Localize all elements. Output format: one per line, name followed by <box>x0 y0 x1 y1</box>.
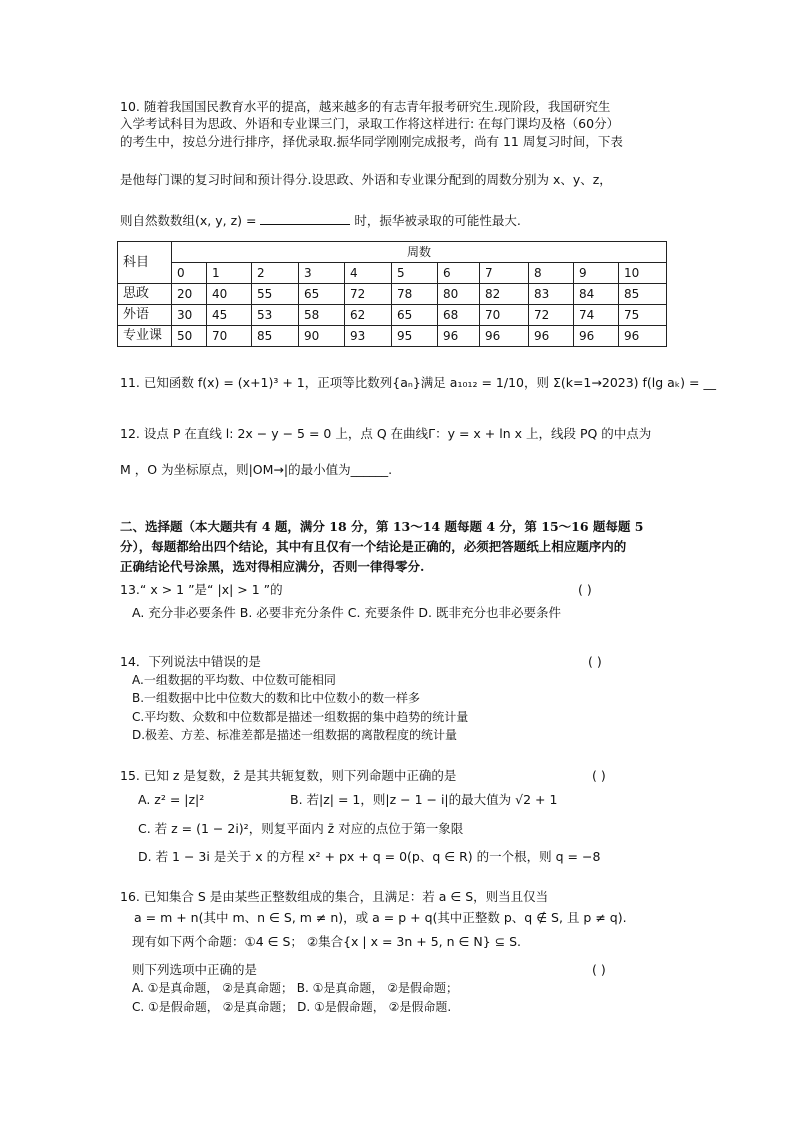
week-cell: 10 <box>619 263 667 284</box>
week-cell: 1 <box>207 263 252 284</box>
weeks-row <box>118 263 667 284</box>
score-cell: 84 <box>574 284 619 305</box>
q15-option-a: A. z² = |z|² <box>138 792 205 807</box>
answer-paren[interactable]: ( ) <box>578 582 592 597</box>
score-cell: 78 <box>392 284 438 305</box>
answer-blank[interactable] <box>260 212 350 225</box>
q14-stem: 14．下列说法中错误的是 <box>120 654 261 669</box>
score-cell: 74 <box>574 305 619 326</box>
score-cell: 70 <box>480 305 529 326</box>
score-cell: 20 <box>172 284 207 305</box>
q10-line: 的考生中，按总分进行排序，择优录取.振华同学刚刚完成报考，尚有 11 周复习时间，下表 <box>120 134 623 149</box>
week-cell: 0 <box>172 263 207 284</box>
q10-suffix: 时，振华被录取的可能性最大. <box>354 213 521 228</box>
q16-line: 16. 已知集合 S 是由某些正整数组成的集合，且满足：若 a ∈ S，则当且仅当 <box>120 889 549 904</box>
q16-line: a = m + n(其中 m、n ∈ S, m ≠ n)，或 a = p + q(其中正整数 p、q ∉ S, 且 p ≠ q). <box>134 910 627 925</box>
score-cell: 65 <box>299 284 345 305</box>
week-cell: 7 <box>480 263 529 284</box>
section-heading: 分），每题都给出四个结论，其中有且仅有一个结论是正确的，必须把答题纸上相应题序内的 <box>120 539 627 554</box>
section-heading: 正确结论代号涂黑，选对得相应满分，否则一律得零分. <box>120 559 425 574</box>
q16-options: A. ①是真命题， ②是真命题； B. ①是真命题， ②是假命题； <box>132 981 458 995</box>
score-cell: 68 <box>438 305 480 326</box>
q14-option: D.极差、方差、标准差都是描述一组数据的离散程度的统计量 <box>132 728 458 742</box>
q14-option: C.平均数、众数和中位数都是描述一组数据的集中趋势的统计量 <box>132 710 469 724</box>
score-cell: 96 <box>574 326 619 347</box>
table-row <box>118 305 667 326</box>
q16-line: 现有如下两个命题：①4 ∈ S； ②集合{x | x = 3n + 5, n ∈ N} ⊆ S. <box>132 934 522 949</box>
score-cell: 72 <box>345 284 392 305</box>
score-cell: 93 <box>345 326 392 347</box>
score-cell: 82 <box>480 284 529 305</box>
subject-cell: 专业课 <box>118 326 172 347</box>
q10-line: 入学考试科目为思政、外语和专业课三门，录取工作将这样进行: 在每门课均及格（60分） <box>120 116 620 131</box>
q15-option-d: D. 若 1 − 3i 是关于 x 的方程 x² + px + q = 0(p、q ∈ R) 的一个根，则 q = −8 <box>138 849 601 864</box>
score-cell: 96 <box>619 326 667 347</box>
q14-option: A.一组数据的平均数、中位数可能相同 <box>132 673 336 687</box>
q14-option: B.一组数据中比中位数大的数和比中位数小的数一样多 <box>132 691 421 705</box>
score-cell: 45 <box>207 305 252 326</box>
score-cell: 58 <box>299 305 345 326</box>
week-cell: 2 <box>252 263 299 284</box>
score-cell: 53 <box>252 305 299 326</box>
section-heading: 二、选择题（本大题共有 4 题，满分 18 分，第 13～14 题每题 4 分，第 15～16 题每题 5 <box>120 519 644 534</box>
week-cell: 8 <box>529 263 574 284</box>
score-cell: 65 <box>392 305 438 326</box>
week-cell: 4 <box>345 263 392 284</box>
answer-paren[interactable]: ( ) <box>592 962 606 977</box>
q16-options: C. ①是假命题， ②是真命题； D. ①是假命题， ②是假命题. <box>132 1000 452 1014</box>
table-row <box>118 284 667 305</box>
score-cell: 96 <box>480 326 529 347</box>
score-cell: 96 <box>529 326 574 347</box>
question-11: 11. 已知函数 f(x) = (x+1)³ + 1，正项等比数列{aₙ}满足 a₁₀₁₂ = 1/10，则 Σ(k=1→2023) f(lg aₖ) = __ <box>120 375 716 390</box>
q10-answer-line <box>120 212 521 229</box>
answer-paren[interactable]: ( ) <box>592 768 606 783</box>
q15-stem: 15. 已知 z 是复数，z̄ 是其共轭复数，则下列命题中正确的是 <box>120 768 457 783</box>
weeks-header: 周数 <box>172 242 667 263</box>
question-12-line2: M ，O 为坐标原点，则|OM→|的最小值为______. <box>120 462 393 477</box>
score-cell: 75 <box>619 305 667 326</box>
score-cell: 30 <box>172 305 207 326</box>
table-corner: 科目 <box>118 242 172 284</box>
q15-option-b: B. 若|z| = 1，则|z − 1 − i|的最大值为 √2 + 1 <box>290 792 558 807</box>
week-cell: 3 <box>299 263 345 284</box>
q15-option-c: C. 若 z = (1 − 2i)²，则复平面内 z̄ 对应的点位于第一象限 <box>138 821 464 836</box>
study-table <box>117 241 667 347</box>
score-cell: 72 <box>529 305 574 326</box>
week-cell: 5 <box>392 263 438 284</box>
score-cell: 85 <box>619 284 667 305</box>
table-row <box>118 326 667 347</box>
subject-cell: 思政 <box>118 284 172 305</box>
q16-line: 则下列选项中正确的是 <box>132 962 258 977</box>
score-cell: 90 <box>299 326 345 347</box>
score-cell: 40 <box>207 284 252 305</box>
question-12-line1: 12. 设点 P 在直线 l: 2x − y − 5 = 0 上，点 Q 在曲线Γ：y = x + ln x 上，线段 PQ 的中点为 <box>120 426 652 441</box>
week-cell: 9 <box>574 263 619 284</box>
q10-line: 10. 随着我国国民教育水平的提高，越来越多的有志青年报考研究生.现阶段，我国研究生 <box>120 99 611 114</box>
q13-stem: 13.“ x > 1 ”是“ |x| > 1 ”的 <box>120 582 283 597</box>
score-cell: 80 <box>438 284 480 305</box>
week-cell: 6 <box>438 263 480 284</box>
score-cell: 50 <box>172 326 207 347</box>
score-cell: 70 <box>207 326 252 347</box>
subject-cell: 外语 <box>118 305 172 326</box>
q10-prefix: 则自然数数组(x, y, z) = <box>120 213 261 228</box>
score-cell: 95 <box>392 326 438 347</box>
q13-options: A. 充分非必要条件 B. 必要非充分条件 C. 充要条件 D. 既非充分也非必要条件 <box>132 605 561 620</box>
score-cell: 55 <box>252 284 299 305</box>
score-cell: 96 <box>438 326 480 347</box>
score-cell: 85 <box>252 326 299 347</box>
answer-paren[interactable]: ( ) <box>588 654 602 669</box>
score-cell: 83 <box>529 284 574 305</box>
score-cell: 62 <box>345 305 392 326</box>
q10-line: 是他每门课的复习时间和预计得分.设思政、外语和专业课分配到的周数分别为 x、y、z， <box>120 172 612 187</box>
